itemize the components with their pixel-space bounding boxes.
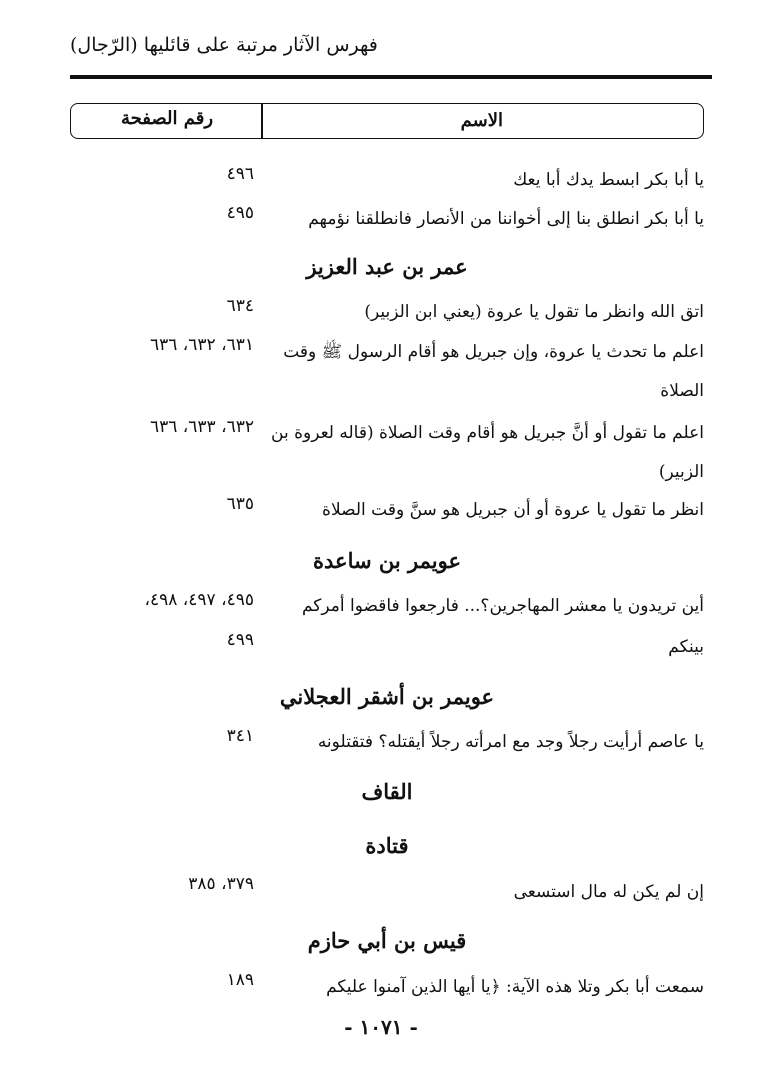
entry-pages: ٤٩٥ (226, 203, 254, 223)
entry-text: سمعت أبا بكر وتلا هذه الآية: ﴿يا أيها الذين آمنوا عليكم (326, 977, 704, 997)
entry-text-continued: الصلاة (660, 381, 704, 401)
running-head: فهرس الآثار مرتبة على قائليها (الرّجال) (70, 34, 378, 56)
entry-text: اتق الله وانظر ما تقول يا عروة (يعني ابن الزبير) (364, 302, 704, 322)
entry-text: انظر ما تقول يا عروة أو أن جبريل هو سنَّ وقت الصلاة (322, 500, 704, 520)
header-rule (70, 75, 712, 79)
entry-pages: ٦٣١، ٦٣٢، ٦٣٦ (150, 335, 254, 355)
page-number: - ١٠٧١ - (344, 1015, 418, 1039)
entry-text: أين تريدون يا معشر المهاجرين؟... فارجعوا فاقضوا أمركم (301, 596, 704, 616)
entry-pages-continued: ٤٩٩ (226, 630, 254, 650)
entry-text-continued: الزبير) (658, 462, 704, 482)
section-heading: قيس بن أبي حازم (307, 928, 467, 953)
entry-text: يا أبا بكر ابسط يدك أبا يعك (513, 170, 704, 190)
entry-pages: ٦٣٢، ٦٣٣، ٦٣٦ (150, 417, 254, 437)
entry-text: يا عاصم أرأيت رجلاً وجد مع امرأته رجلاً أيقتله؟ فتقتلونه (317, 732, 704, 752)
entry-text: اعلم ما تقول أو أنَّ جبريل هو أقام وقت الصلاة (قاله لعروة بن (271, 423, 704, 443)
entry-pages: ٣٧٩، ٣٨٥ (188, 874, 254, 894)
column-header-name: الاسم (460, 110, 503, 131)
entry-pages: ١٨٩ (226, 970, 254, 990)
section-heading: عويمر بن ساعدة (313, 548, 461, 573)
entry-text: اعلم ما تحدث يا عروة، وإن جبريل هو أقام الرسول ﷺ وقت (283, 342, 704, 362)
column-header-page: رقم الصفحة (121, 108, 214, 129)
table-header (70, 103, 704, 139)
section-heading: قتادة (365, 833, 409, 858)
entry-text: يا أبا بكر انطلق بنا إلى أخواننا من الأنصار فانطلقنا نؤمهم (308, 209, 704, 229)
section-heading: عويمر بن أشقر العجلاني (279, 684, 495, 709)
entry-pages: ٦٣٥ (226, 494, 254, 514)
entry-text-continued: بينكم (668, 637, 704, 657)
entry-pages: ٦٣٤ (226, 296, 254, 316)
entry-pages: ٤٩٦ (226, 164, 254, 184)
section-heading: عمر بن عبد العزيز (306, 254, 468, 279)
entry-pages: ٤٩٥، ٤٩٧، ٤٩٨، (144, 590, 254, 610)
entry-text: إن لم يكن له مال استسعى (513, 882, 704, 902)
entry-pages: ٣٤١ (226, 726, 254, 746)
section-heading: القاف (361, 779, 413, 804)
column-divider (261, 104, 263, 138)
